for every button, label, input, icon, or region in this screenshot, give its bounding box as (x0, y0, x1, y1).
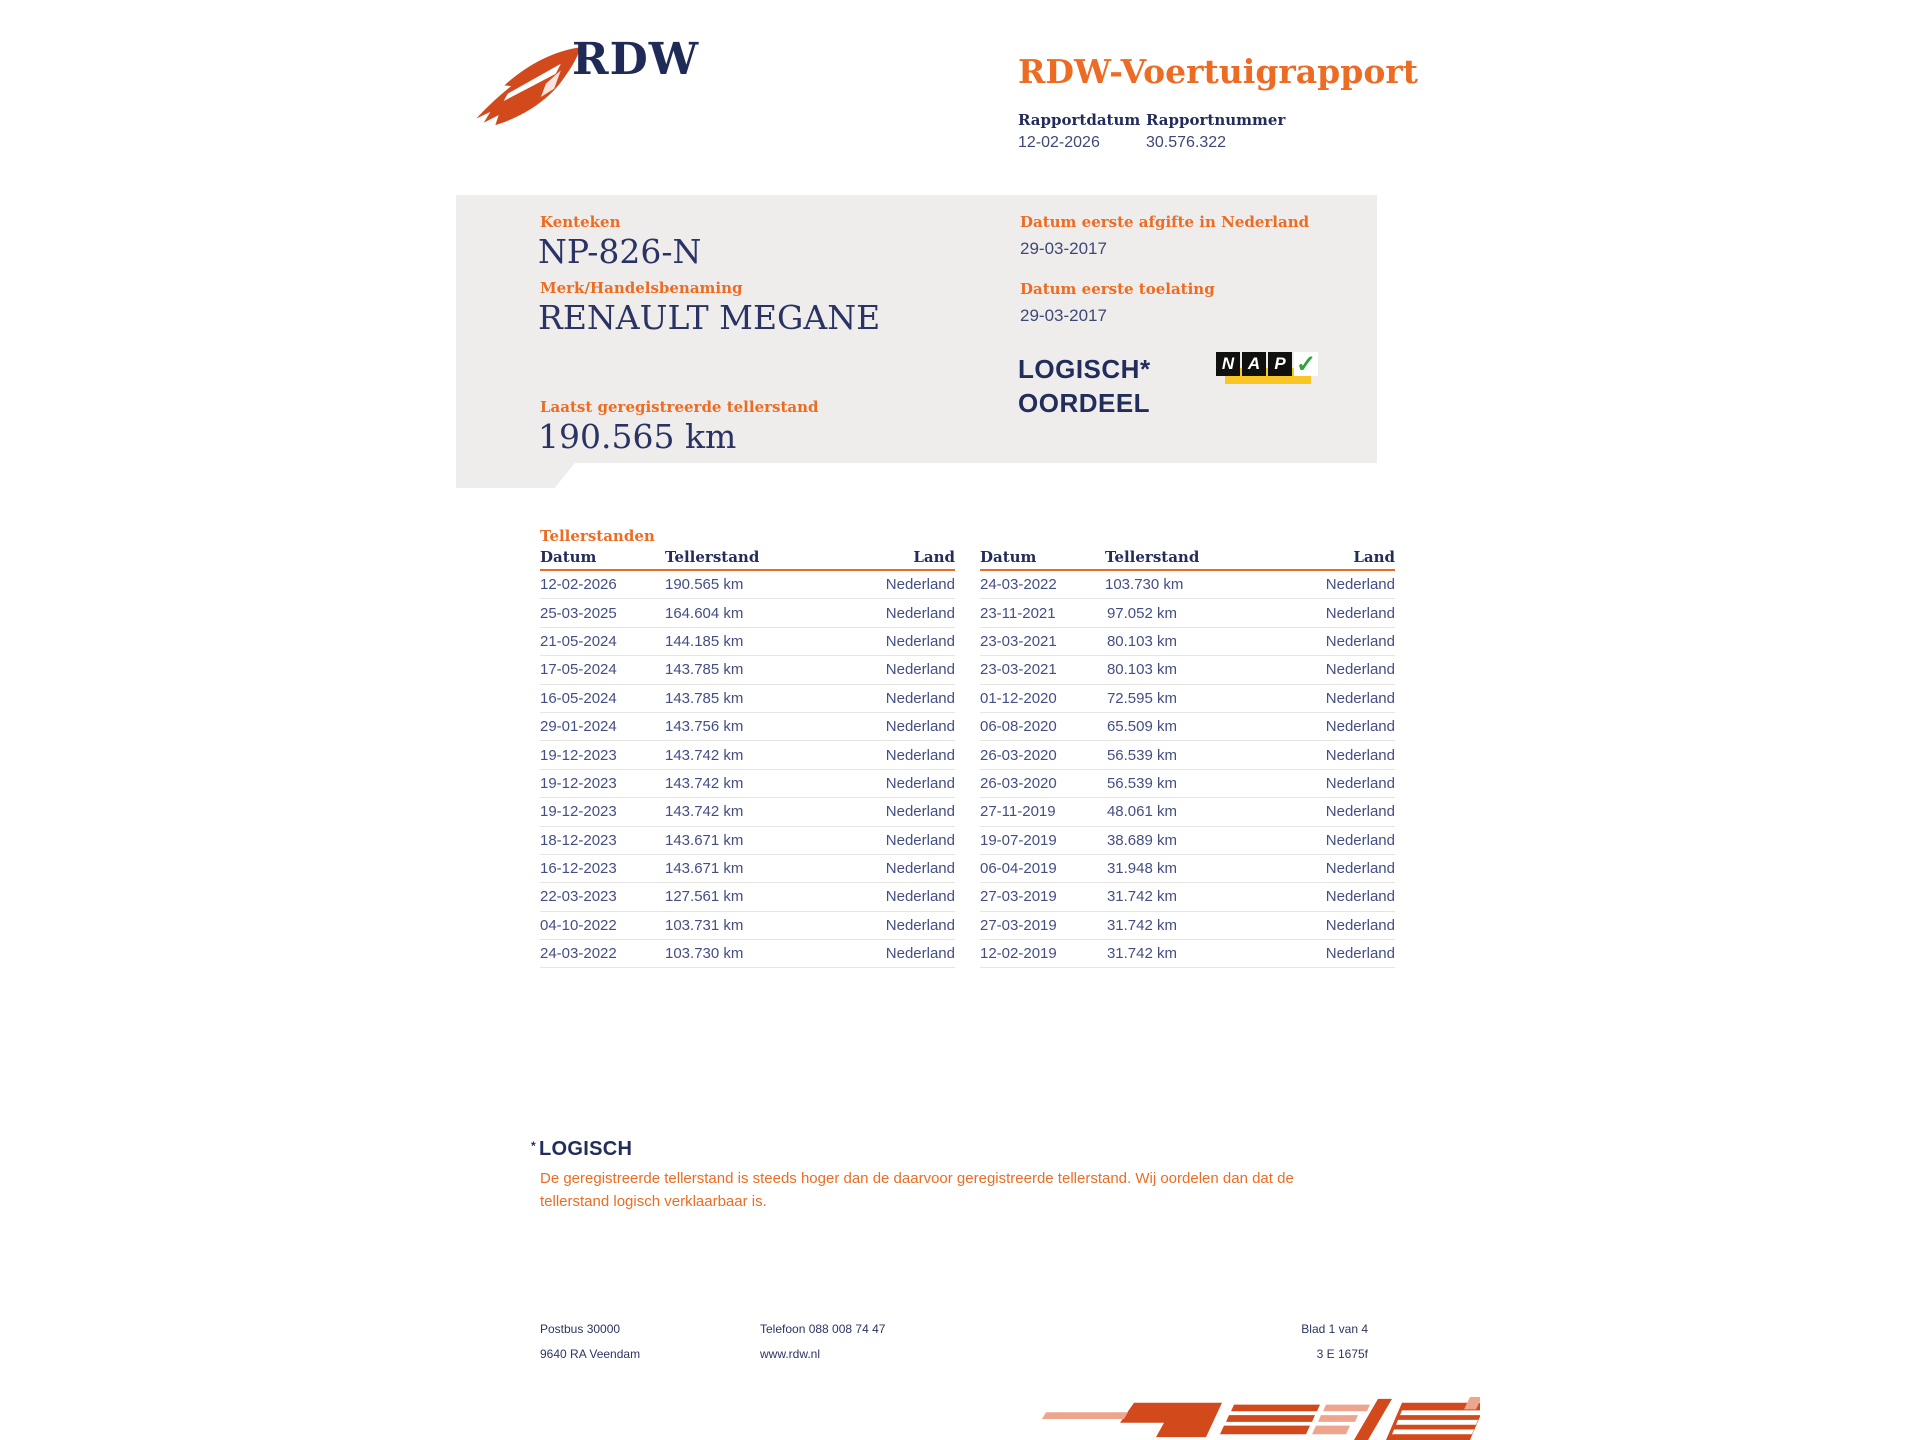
page-title: RDW-Voertuigrapport (1018, 52, 1418, 91)
laatste-tellerstand-value: 190.565 km (538, 417, 737, 456)
col-header-land: Land (913, 548, 955, 566)
table-row (980, 571, 1395, 599)
footer-contact (760, 1317, 885, 1367)
nap-letter-tiles (1216, 352, 1292, 376)
cell-land: Nederland (885, 718, 955, 736)
oordeel-line2: OORDEEL (1018, 388, 1151, 418)
cell-datum: 27-11-2019 (980, 803, 1056, 821)
col-header-tellerstand: Tellerstand (665, 548, 760, 566)
cell-datum: 23-03-2021 (980, 632, 1057, 650)
cell-datum: 18-12-2023 (540, 831, 617, 849)
cell-datum: 22-03-2023 (540, 888, 617, 906)
cell-tellerstand: 144.185 km (665, 632, 744, 650)
cell-datum: 26-03-2020 (980, 774, 1057, 792)
eerste-afgifte-value: 29-03-2017 (1020, 239, 1107, 258)
cell-land: Nederland (1325, 718, 1395, 736)
footer-address-line1: Postbus 30000 (540, 1322, 621, 1336)
cell-land: Nederland (885, 888, 955, 906)
merk-value: RENAULT MEGANE (538, 298, 881, 337)
cell-land: Nederland (1325, 916, 1395, 934)
table-row (540, 571, 955, 599)
cell-tellerstand: 31.948 km (1106, 860, 1177, 878)
cell-tellerstand: 127.561 km (665, 888, 744, 906)
table-row (980, 685, 1395, 713)
report-date-label: Rapportdatum (1018, 111, 1141, 129)
cell-land: Nederland (885, 746, 955, 764)
table-row (540, 741, 955, 769)
cell-tellerstand: 103.731 km (665, 916, 744, 934)
cell-tellerstand: 143.742 km (665, 803, 744, 821)
laatste-tellerstand-label: Laatst geregistreerde tellerstand (540, 398, 819, 416)
eerste-toelating-value: 29-03-2017 (1020, 306, 1107, 325)
table-row (980, 827, 1395, 855)
table-header (540, 546, 955, 571)
report-date-value: 12-02-2026 (1018, 134, 1100, 151)
cell-land: Nederland (1325, 689, 1395, 707)
cell-tellerstand: 31.742 km (1106, 916, 1177, 934)
table-row (980, 855, 1395, 883)
cell-tellerstand: 56.539 km (1106, 746, 1177, 764)
cell-land: Nederland (1325, 888, 1395, 906)
eerste-afgifte-label: Datum eerste afgifte in Nederland (1020, 213, 1310, 231)
cell-datum: 19-12-2023 (540, 803, 617, 821)
cell-land: Nederland (885, 774, 955, 792)
cell-land: Nederland (885, 632, 955, 650)
cell-land: Nederland (885, 689, 955, 707)
rdw-wing-logo-icon (468, 44, 584, 130)
tellerstanden-table-left (540, 546, 955, 968)
tellerstanden-section-label: Tellerstanden (540, 527, 655, 545)
cell-datum: 06-08-2020 (980, 718, 1057, 736)
cell-datum: 19-12-2023 (540, 774, 617, 792)
table-row (980, 912, 1395, 940)
table-header (980, 546, 1395, 571)
merk-label: Merk/Handelsbenaming (540, 279, 743, 297)
cell-land: Nederland (1325, 831, 1395, 849)
footer-form-code: 3 E 1675f (1316, 1347, 1368, 1361)
footnote-body: De geregistreerde tellerstand is steeds hoger dan de daarvoor geregistreerde tellerstand. Wij oordelen dan dat de tellerstand logisch verklaarbaar is. (540, 1170, 1294, 1210)
cell-datum: 27-03-2019 (980, 888, 1057, 906)
nap-letter-tile: A (1242, 352, 1266, 376)
cell-datum: 19-07-2019 (980, 831, 1057, 849)
table-row (980, 599, 1395, 627)
oordeel-text (1018, 352, 1151, 420)
nap-letter-tile: N (1216, 352, 1240, 376)
footnote-heading (531, 1138, 632, 1161)
tellerstanden-table-right (980, 546, 1395, 968)
table-row (980, 656, 1395, 684)
cell-datum: 24-03-2022 (980, 576, 1057, 594)
cell-tellerstand: 38.689 km (1106, 831, 1177, 849)
table-row (980, 770, 1395, 798)
cell-datum: 04-10-2022 (540, 916, 617, 934)
col-header-datum: Datum (980, 548, 1037, 566)
cell-datum: 26-03-2020 (980, 746, 1057, 764)
cell-land: Nederland (1325, 576, 1395, 594)
kenteken-value: NP-826-N (538, 232, 702, 271)
report-number-value: 30.576.322 (1146, 134, 1227, 151)
footer-phone: Telefoon 088 008 74 47 (760, 1322, 886, 1336)
table-body (980, 571, 1395, 968)
cell-datum: 23-11-2021 (980, 604, 1056, 622)
table-row (540, 713, 955, 741)
footer-address-line2: 9640 RA Veendam (540, 1347, 641, 1361)
cell-datum: 21-05-2024 (540, 632, 617, 650)
table-body (540, 571, 955, 968)
cell-tellerstand: 143.785 km (665, 661, 744, 679)
cell-tellerstand: 97.052 km (1106, 604, 1177, 622)
cell-datum: 12-02-2026 (540, 576, 617, 594)
footer-address (540, 1317, 640, 1367)
footnote-asterisk: * (531, 1139, 536, 1153)
kenteken-label: Kenteken (540, 213, 621, 231)
cell-land: Nederland (885, 604, 955, 622)
cell-land: Nederland (885, 803, 955, 821)
cell-tellerstand: 80.103 km (1106, 661, 1177, 679)
cell-land: Nederland (1325, 774, 1395, 792)
table-row (540, 685, 955, 713)
cell-tellerstand: 103.730 km (1105, 576, 1184, 594)
cell-tellerstand: 80.103 km (1106, 632, 1177, 650)
cell-tellerstand: 65.509 km (1106, 718, 1177, 736)
cell-tellerstand: 143.756 km (665, 718, 744, 736)
cell-land: Nederland (885, 945, 955, 963)
cell-datum: 19-12-2023 (540, 746, 617, 764)
cell-tellerstand: 143.671 km (665, 860, 744, 878)
footer-pagination (1160, 1317, 1368, 1367)
cell-land: Nederland (1325, 803, 1395, 821)
cell-tellerstand: 190.565 km (665, 576, 744, 594)
table-row (540, 883, 955, 911)
cell-datum: 29-01-2024 (540, 718, 617, 736)
cell-land: Nederland (1325, 860, 1395, 878)
table-row (540, 656, 955, 684)
cell-datum: 23-03-2021 (980, 661, 1057, 679)
speed-lines-graphic-icon (1038, 1396, 1480, 1440)
cell-tellerstand: 143.742 km (665, 774, 744, 792)
cell-tellerstand: 143.785 km (665, 689, 744, 707)
nap-check-wrap (1294, 352, 1318, 376)
cell-tellerstand: 31.742 km (1106, 945, 1177, 963)
cell-datum: 27-03-2019 (980, 916, 1057, 934)
cell-tellerstand: 103.730 km (665, 945, 744, 963)
cell-datum: 17-05-2024 (540, 661, 617, 679)
nap-logo (1216, 352, 1316, 394)
rdw-logo-wordmark: RDW (572, 34, 700, 85)
table-row (540, 798, 955, 826)
table-row (540, 628, 955, 656)
nap-letter-tile: P (1268, 352, 1292, 376)
cell-tellerstand: 143.671 km (665, 831, 744, 849)
cell-datum: 16-12-2023 (540, 860, 617, 878)
table-row (980, 713, 1395, 741)
cell-land: Nederland (1325, 945, 1395, 963)
col-header-tellerstand: Tellerstand (1105, 548, 1200, 566)
table-row (980, 940, 1395, 968)
table-row (980, 798, 1395, 826)
cell-land: Nederland (885, 860, 955, 878)
cell-land: Nederland (885, 576, 955, 594)
cell-land: Nederland (1325, 746, 1395, 764)
cell-land: Nederland (1325, 661, 1395, 679)
oordeel-line1: LOGISCH* (1018, 354, 1151, 384)
cell-land: Nederland (885, 916, 955, 934)
nap-check-icon: ✓ (1295, 350, 1317, 378)
cell-land: Nederland (1325, 604, 1395, 622)
cell-datum: 06-04-2019 (980, 860, 1057, 878)
cell-datum: 24-03-2022 (540, 945, 617, 963)
cell-datum: 12-02-2019 (980, 945, 1057, 963)
footnote-heading-text: LOGISCH (538, 1138, 633, 1160)
cell-land: Nederland (1325, 632, 1395, 650)
table-row (540, 940, 955, 968)
table-row (980, 883, 1395, 911)
cell-datum: 01-12-2020 (980, 689, 1057, 707)
col-header-datum: Datum (540, 548, 597, 566)
cell-datum: 25-03-2025 (540, 604, 617, 622)
cell-datum: 16-05-2024 (540, 689, 617, 707)
cell-tellerstand: 72.595 km (1106, 689, 1177, 707)
footer-page-number: Blad 1 van 4 (1301, 1322, 1368, 1336)
cell-land: Nederland (885, 831, 955, 849)
table-row (540, 855, 955, 883)
eerste-toelating-label: Datum eerste toelating (1020, 280, 1215, 298)
table-row (540, 599, 955, 627)
cell-tellerstand: 48.061 km (1106, 803, 1177, 821)
cell-land: Nederland (885, 661, 955, 679)
cell-tellerstand: 164.604 km (665, 604, 744, 622)
cell-tellerstand: 56.539 km (1106, 774, 1177, 792)
cell-tellerstand: 143.742 km (665, 746, 744, 764)
report-number-label: Rapportnummer (1146, 111, 1286, 129)
col-header-land: Land (1353, 548, 1395, 566)
table-row (540, 827, 955, 855)
table-row (540, 770, 955, 798)
footer-website: www.rdw.nl (760, 1347, 821, 1361)
cell-tellerstand: 31.742 km (1106, 888, 1177, 906)
table-row (980, 741, 1395, 769)
table-row (980, 628, 1395, 656)
table-row (540, 912, 955, 940)
